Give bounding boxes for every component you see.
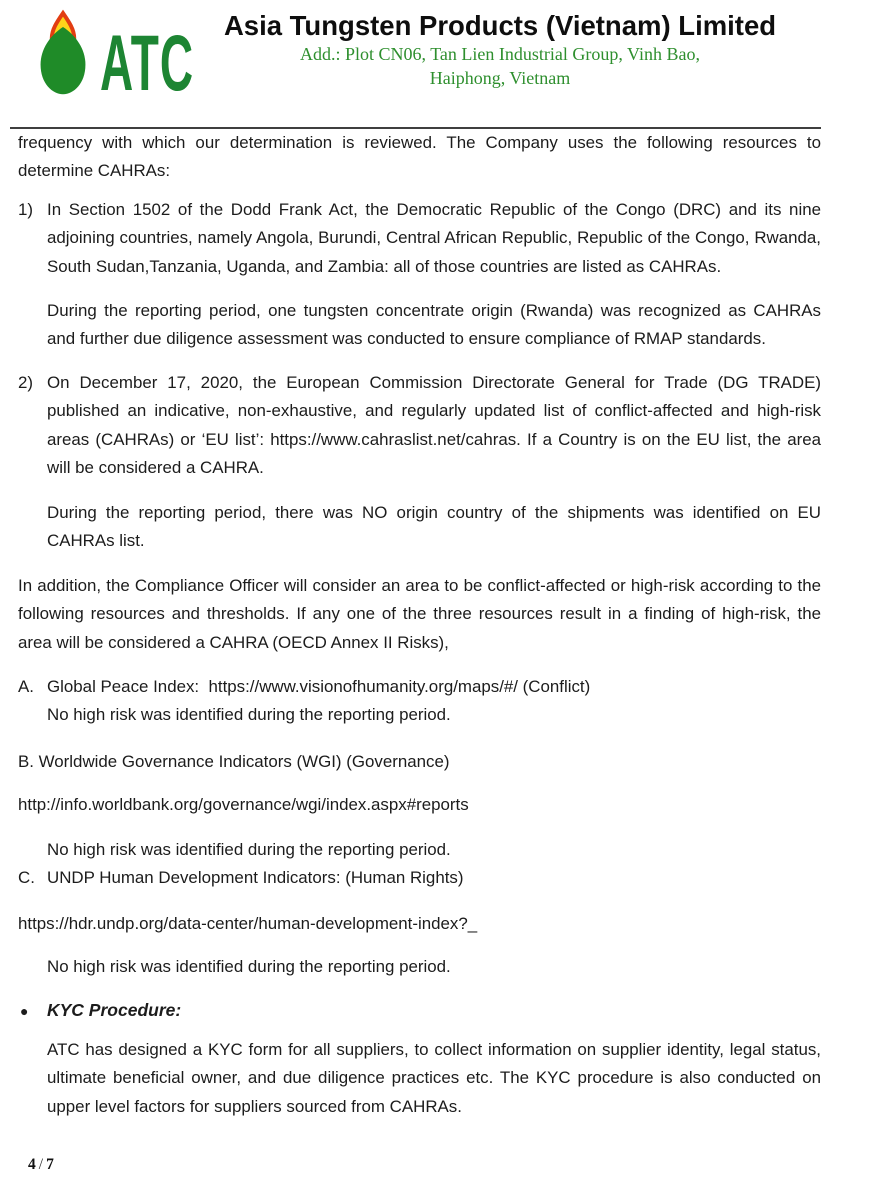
- numbered-item-1-text: In Section 1502 of the Dodd Frank Act, the Democratic Republic of the Congo (DRC) and its nine adjoining countries, namely Angola, Burundi, Central African Republic, Republic of the Congo, Rwanda, South Sudan,Tanzania, Uganda, and Zambia: all of those countries are listed as CAHRAs.: [47, 200, 821, 276]
- logo-text: ATC: [100, 17, 195, 108]
- worldbank-link[interactable]: http://info.worldbank.org/governance/wgi/index.aspx#reports: [18, 795, 469, 814]
- document-header: [170, 10, 830, 90]
- list-marker: C.: [18, 868, 35, 887]
- bullet-icon: ●: [20, 1003, 29, 1019]
- resource-a-result: No high risk was identified during the reporting period.: [47, 705, 451, 724]
- kyc-paragraph: ATC has designed a KYC form for all suppliers, to collect information on supplier identity, legal status, ultimate beneficial owner, and due diligence practices etc. The KYC procedure is also conducted on upper level factors for suppliers sourced from CAHRAs.: [47, 1040, 821, 1116]
- list-marker: 2): [18, 373, 34, 392]
- company-address-line2: Haiphong, Vietnam: [429, 68, 571, 88]
- list-marker: A.: [18, 677, 34, 696]
- page-total: 7: [46, 1156, 54, 1173]
- leaf-flame-icon: [30, 8, 96, 100]
- kyc-heading-text: KYC Procedure:: [47, 1000, 182, 1020]
- list-marker: 1): [18, 200, 34, 219]
- note-paragraph-1: During the reporting period, one tungsten concentrate origin (Rwanda) was recognized as CAHRAs and further due diligence assessment was conducted to ensure compliance of RMAP standards.: [47, 301, 821, 349]
- company-address-line1: Add.: Plot CN06, Tan Lien Industrial Group, Vinh Bao,: [300, 44, 700, 64]
- numbered-item-1: [18, 196, 821, 281]
- page-number: [28, 1156, 54, 1174]
- resource-c-result: No high risk was identified during the reporting period.: [47, 957, 451, 976]
- resource-item-b: B. Worldwide Governance Indicators (WGI) (Governance): [18, 752, 450, 771]
- kyc-section-heading: [18, 996, 821, 1025]
- resource-item-c: [18, 864, 821, 892]
- company-name: Asia Tungsten Products (Vietnam) Limited: [223, 10, 777, 41]
- page-current: 4: [28, 1156, 36, 1173]
- intro-paragraph: frequency with which our determination is reviewed. The Company uses the following resources to determine CAHRAs:: [18, 133, 821, 181]
- resource-b-url: [18, 791, 821, 819]
- undp-link[interactable]: https://hdr.undp.org/data-center/human-development-index?_: [18, 914, 478, 933]
- page-separator: /: [38, 1156, 44, 1173]
- numbered-item-2: [18, 369, 821, 483]
- note-paragraph-2: During the reporting period, there was NO origin country of the shipments was identified on EU CAHRAs list.: [47, 503, 821, 551]
- resource-b-result: No high risk was identified during the reporting period.: [47, 840, 451, 859]
- numbered-item-2-text: On December 17, 2020, the European Commission Directorate General for Trade (DG TRADE) published an indicative, non-exhaustive, and regularly updated list of conflict-affected and high-risk areas (CAHRAs) or ‘EU list’: https://www.cahraslist.net/cahras. If a Country is on the EU list, the area will be considered a CAHRA.: [47, 373, 821, 478]
- resource-c-url: [18, 910, 821, 938]
- resource-item-a-text: Global Peace Index: https://www.visionofhumanity.org/maps/#/ (Conflict): [47, 677, 591, 696]
- resource-item-a: [18, 673, 821, 701]
- resource-item-c-text: UNDP Human Development Indicators: (Human Rights): [47, 868, 464, 887]
- addition-paragraph: In addition, the Compliance Officer will consider an area to be conflict-affected or high-risk according to the following resources and thresholds. If any one of the three resources result in a finding of high-risk, the area will be considered a CAHRA (OECD Annex II Risks),: [18, 576, 821, 652]
